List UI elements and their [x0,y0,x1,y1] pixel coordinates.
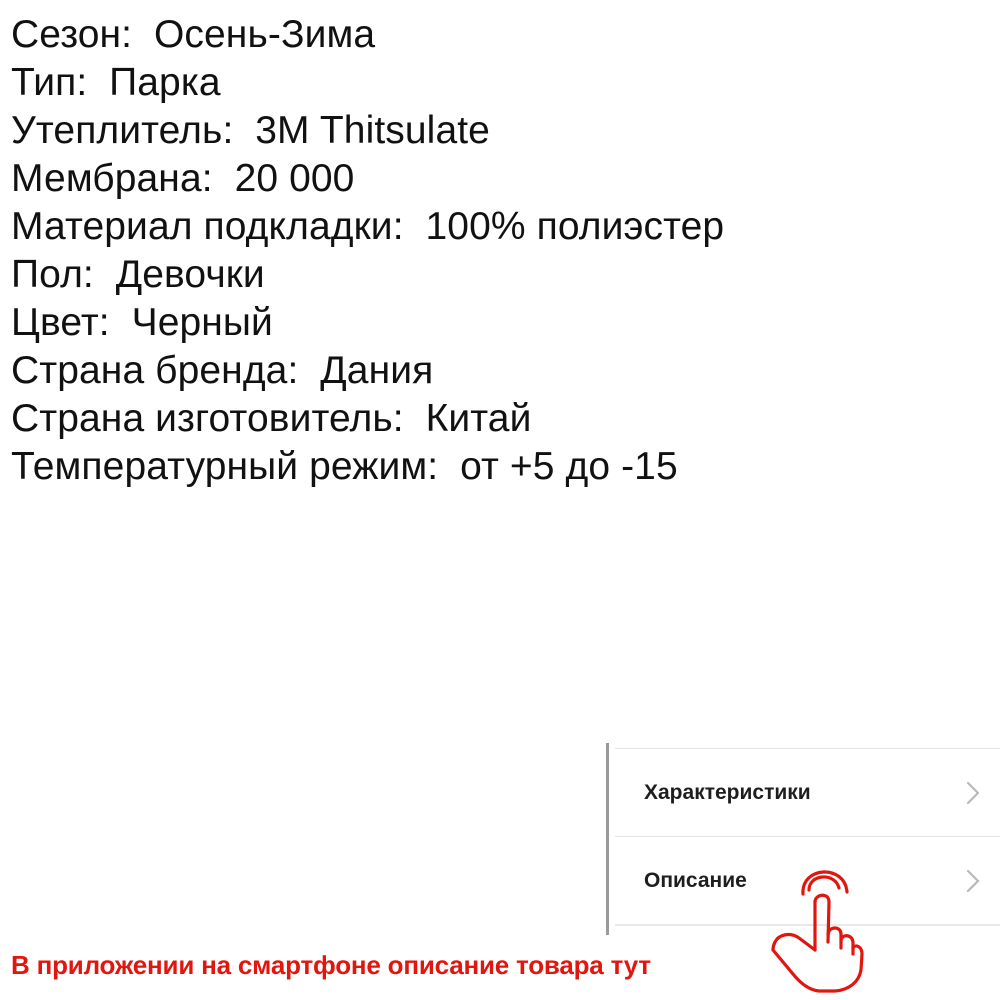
spec-label: Утеплитель : [11,109,255,152]
spec-row-membrane [11,155,724,203]
spec-row-color [11,299,724,347]
spec-label: Температурный режим : [11,445,460,488]
chevron-right-icon [966,781,980,805]
spec-label: Сезон : [11,13,154,56]
spec-value: Китай [425,397,532,440]
spec-value: Девочки [115,253,265,296]
spec-value: от +5 до -15 [460,445,678,488]
chevron-right-icon [966,869,980,893]
menu-item-label: Описание [644,869,747,892]
spec-value: Парка [109,61,221,104]
spec-value: 100% полиэстер [425,205,725,248]
spec-value: Осень-Зима [153,13,376,56]
spec-row-gender [11,251,724,299]
spec-row-lining [11,203,724,251]
footer-note: В приложении на смартфоне описание товара тут [11,950,651,980]
spec-row-manufacturer-country [11,395,724,443]
spec-value: 3M Thitsulate [255,109,490,152]
spec-value: 20 000 [234,157,355,200]
spec-label: Мембрана : [11,157,235,200]
spec-label: Пол : [11,253,116,296]
menu-item-label: Характеристики [644,780,811,804]
menu-item-characteristics[interactable] [615,749,1000,837]
spec-label: Страна изготовитель : [11,397,426,440]
spec-label: Цвет : [11,301,132,344]
spec-value: Дания [320,349,434,392]
spec-label: Страна бренда : [11,349,320,392]
spec-label: Тип : [11,61,109,104]
tap-hand-icon [765,864,865,994]
spec-list [11,11,724,491]
spec-row-season [11,11,724,59]
spec-row-type [11,59,724,107]
spec-value: Черный [131,301,273,344]
spec-row-temperature [11,443,724,491]
spec-label: Материал подкладки : [11,205,426,248]
spec-row-brand-country [11,347,724,395]
spec-row-insulation [11,107,724,155]
